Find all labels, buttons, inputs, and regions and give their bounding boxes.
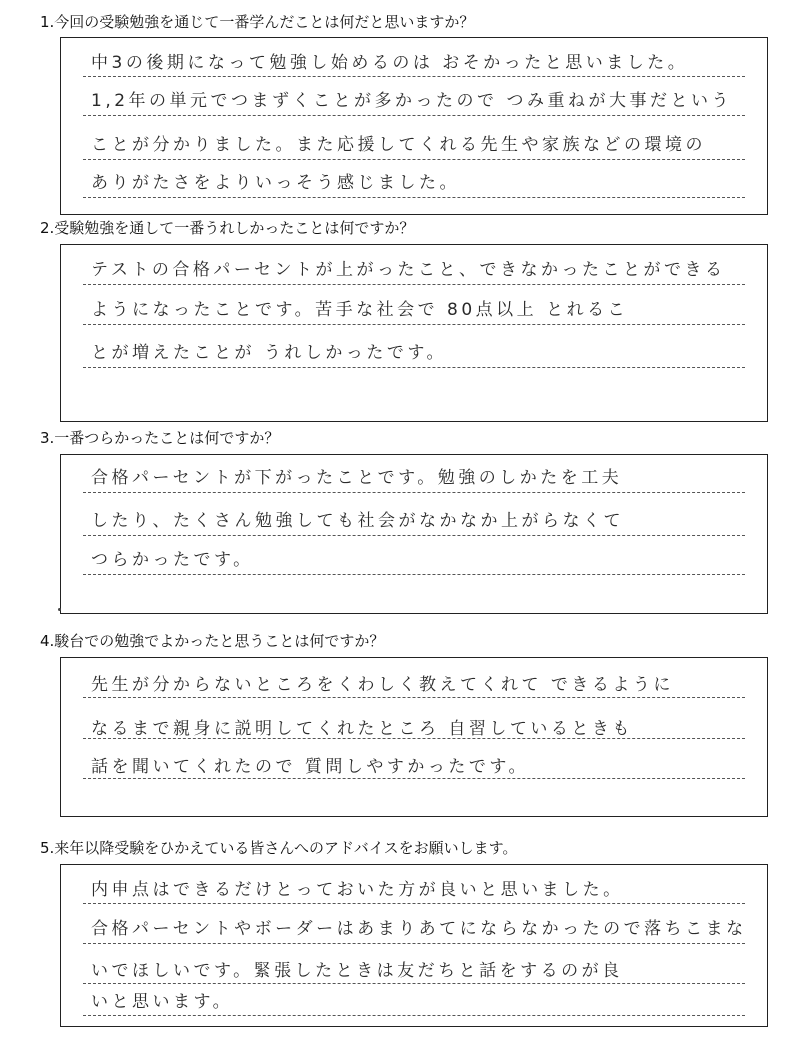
ruled-line	[83, 76, 745, 77]
ruled-line	[83, 367, 745, 368]
answer-2-line-2: ようになったことです。苦手な社会で 80点以上 とれるこ	[91, 300, 629, 320]
answer-5-line-2: 合格パーセントやボーダーはあまりあてにならなかったので落ちこまな	[91, 919, 747, 939]
ruled-line	[83, 697, 745, 698]
question-5-title: 5.来年以降受験をひかえている皆さんへのアドバイスをお願いします。	[40, 839, 518, 857]
answer-1-line-4: ありがたさをよりいっそう感じました。	[91, 173, 460, 193]
answer-4-line-3: 話を聞いてくれたので 質問しやすかったです。	[91, 757, 530, 777]
question-4-title: 4.駿台での勉強でよかったと思うことは何ですか？	[40, 632, 385, 650]
stray-mark	[58, 608, 61, 611]
ruled-line	[83, 738, 745, 739]
ruled-line	[83, 115, 745, 116]
answer-box-1	[60, 37, 768, 215]
answer-5-line-3: いでほしいです。緊張したときは友だちと話をするのが良	[91, 961, 623, 981]
answer-3-line-3: つらかったです。	[91, 550, 254, 570]
answer-5-line-4: いと思います。	[91, 992, 234, 1012]
ruled-line	[83, 778, 745, 779]
ruled-line	[83, 983, 745, 984]
answer-box-2	[60, 244, 768, 422]
answer-4-line-1: 先生が分からないところをくわしく教えてくれて できるように	[91, 675, 674, 695]
question-1-title: 1.今回の受験勉強を通じて一番学んだことは何だと思いますか？	[40, 13, 475, 31]
ruled-line	[83, 197, 745, 198]
ruled-line	[83, 1015, 745, 1016]
ruled-line	[83, 574, 745, 575]
answer-4-line-2: なるまで親身に説明してくれたところ 自習しているときも	[91, 719, 633, 739]
answer-1-line-1: 中3の後期になって勉強し始めるのは おそかったと思いました。	[91, 53, 689, 73]
answer-box-4	[60, 657, 768, 817]
ruled-line	[83, 903, 745, 904]
answer-box-3	[60, 454, 768, 614]
question-2-title: 2.受験勉強を通して一番うれしかったことは何ですか？	[40, 219, 415, 237]
ruled-line	[83, 159, 745, 160]
answer-box-5	[60, 864, 768, 1027]
answer-1-line-2: 1,2年の単元でつまずくことが多かったので つみ重ねが大事だという	[91, 91, 732, 111]
answer-3-line-1: 合格パーセントが下がったことです。勉強のしかたを工夫	[91, 468, 623, 488]
ruled-line	[83, 535, 745, 536]
answer-2-line-1: テストの合格パーセントが上がったこと、できなかったことができる	[91, 260, 726, 280]
answer-5-line-1: 内申点はできるだけとっておいた方が良いと思いました。	[91, 880, 624, 900]
question-3-title: 3.一番つらかったことは何ですか？	[40, 429, 280, 447]
ruled-line	[83, 324, 745, 325]
ruled-line	[83, 492, 745, 493]
ruled-line	[83, 284, 745, 285]
answer-3-line-2: したり、たくさん勉強しても社会がなかなか上がらなくて	[91, 511, 624, 531]
answer-1-line-3: ことが分かりました。また応援してくれる先生や家族などの環境の	[91, 135, 706, 155]
ruled-line	[83, 943, 745, 944]
answer-2-line-3: とが増えたことが うれしかったです。	[91, 343, 448, 363]
